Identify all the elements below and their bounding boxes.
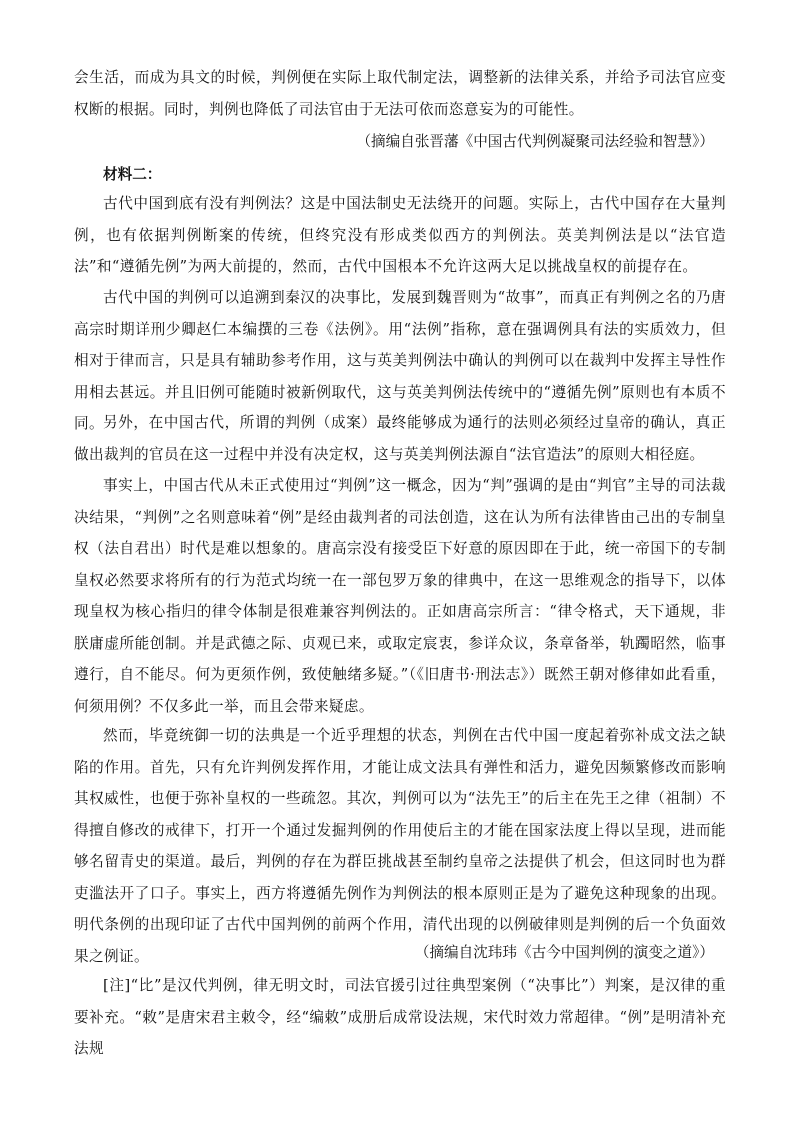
section-heading-material-2: 材料二：: [103, 166, 162, 183]
paragraph-4: 事实上，中国古代从未正式使用过“判例”这一概念，因为“判”强调的是由“判官”主导的司法裁决结果，“判例”之名则意味着“例”是经由裁判者的司法创造，这在认为所有法律皆由己出的专制皇权（法自君出）时代是难以想象的。唐高宗没有接受臣下好意的原因即在于此，统一帝国下的专制皇权必然要求将所有的行为范式均统一在一部包罗万象的律典中，在这一思维观念的指导下，以体现皇权为核心指归的律令体制是很难兼容判例法的。正如唐高宗所言：“律令格式，天下通规，非朕庸虚所能创制。并是武德之际、贞观已来，或取定宸衷，参详众议，条章备举，轨躅昭然，临事遵行，自不能尽。何为更须作例，致使触绪多疑。”（《旧唐书·刑法志》）既然王朝对修律如此看重，何须用例？不仅多此一举，而且会带来疑虑。: [74, 477, 726, 715]
source-citation-2: （摘编自沈玮玮《古今中国判例的演变之道》）: [414, 944, 714, 961]
paragraph-5: 然而，毕竟统御一切的法典是一个近乎理想的状态，判例在古代中国一度起着弥补成文法之缺陷的作用。首先，只有允许判例发挥作用，才能让成文法具有弹性和活力，避免因频繁修改而影响其权威性，也便于弥补皇权的一些疏忽。其次，判例可以为“法先王”的后主在先王之律（祖制）不得擅自修改的戒律下，打开一个通过发掘判例的作用使后主的才能在国家法度上得以呈现，进而能够名留青史的渠道。最后，判例的存在为群臣挑战甚至制约皇帝之法提供了机会，但这同时也为群吏滥法开了口子。事实上，西方将遵循先例作为判例法的根本原则正是为了避免这种现象的出现。明代条例的出现印证了古代中国判例的前两个作用，清代出现的以例破律则是判例的后一个负面效果之例证。: [74, 727, 726, 965]
intro-paragraph: 会生活，而成为具文的时候，判例便在实际上取代制定法，调整新的法律关系，并给予司法官应变权断的根据。同时，判例也降低了司法官由于无法可依而恣意妄为的可能性。: [74, 69, 726, 118]
paragraph-2: 古代中国的判例可以追溯到秦汉的决事比，发展到魏晋则为“故事”，而真正有判例之名的乃唐高宗时期详刑少卿赵仁本编撰的三卷《法例》。用“法例”指称，意在强调例具有法的实质效力，但相对于律而言，只是具有辅助参考作用，这与英美判例法中确认的判例可以在裁判中发挥主导性作用相去甚远。并且旧例可能随时被新例取代，这与英美判例法传统中的“遵循先例”原则也有本质不同。: [74, 289, 726, 432]
source-citation-1: （摘编自张晋藩《中国古代判例凝聚司法经验和智慧》）: [356, 133, 714, 150]
footnote: [注]“比”是汉代判例，律无明文时，司法官援引过往典型案例（“决事比”）判案，是汉律的重要补充。“敕”是唐宋君主敕令，经“编敕”成册后成常设法规，宋代时效力常超律。“例”是明清补充法规: [74, 977, 726, 1057]
paragraph-1: 古代中国到底有没有判例法？这是中国法制史无法绕开的问题。实际上，古代中国存在大量判例，也有依据判例断案的传统，但终究没有形成类似西方的判例法。英美判例法是以“法官造法”和“遵循先例”为两大前提的，然而，古代中国根本不允许这两大足以挑战皇权的前提存在。: [74, 195, 726, 275]
paragraph-3: 另外，在中国古代，所谓的判例（成案）最终能够成为通行的法则必须经过皇帝的确认，真正做出裁判的官员在这一过程中并没有决定权，这与英美判例法源自“法官造法”的原则大相径庭。: [74, 414, 726, 463]
